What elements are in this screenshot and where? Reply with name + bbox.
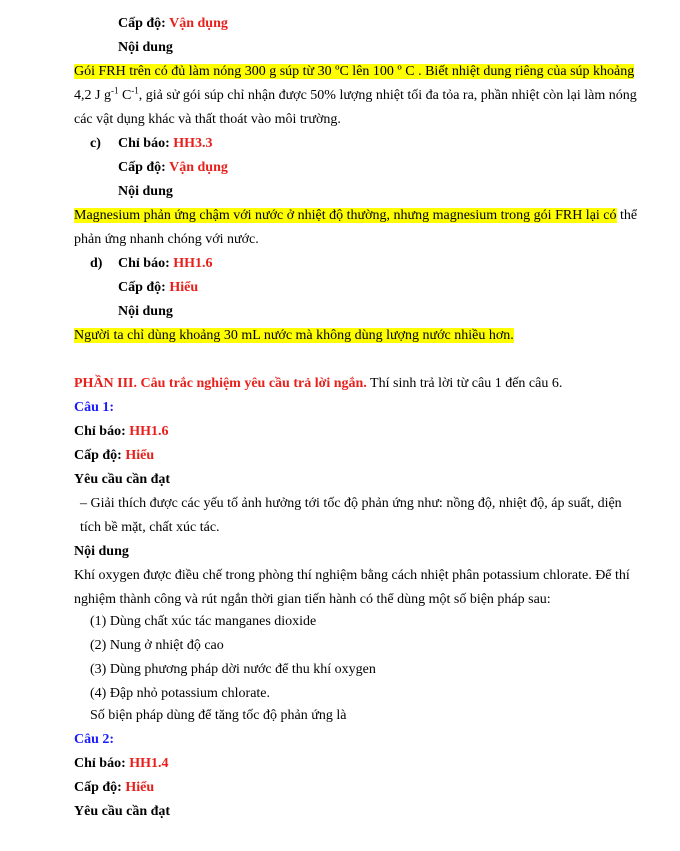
- level-label: Cấp độ:: [118, 160, 166, 175]
- indicator-row-q1: [74, 422, 169, 442]
- indicator-label: Chỉ báo:: [118, 136, 170, 151]
- content-text-b-line2: 4,2 J $g^{-1}$ $C^{-1}$, giả sử gói súp chỉ nhận được 50% lượng nhiệt tối đa tỏa ra, phần nhiệt còn lại làm nóng: [74, 85, 637, 103]
- indicator-label: Chỉ báo:: [74, 424, 126, 439]
- content-line2-q1: nghiệm thành công và rút ngắn thời gian tiến hành có thể dùng một số biện pháp sau:: [74, 592, 551, 607]
- indicator-row-d: [90, 254, 213, 274]
- level-row-b: [118, 14, 228, 34]
- level-value: Hiểu: [125, 780, 155, 795]
- level-value: Hiểu: [169, 280, 199, 295]
- indicator-value: HH1.4: [129, 756, 169, 771]
- question-2-title: Câu 2:: [74, 732, 115, 747]
- level-row-d: [118, 278, 198, 298]
- content-text-c-line1: Magnesium phản ứng chậm với nước ở nhiệt độ thường, nhưng magnesium trong gói FRH lại có thể: [74, 208, 638, 223]
- indicator-value: HH1.6: [173, 256, 213, 271]
- level-value: Vận dụng: [169, 160, 228, 175]
- question-1-title: Câu 1:: [74, 400, 115, 415]
- content-label-d: Nội dung: [118, 304, 173, 319]
- requirement-label-q1: Yêu cầu cần đạt: [74, 472, 171, 487]
- content-text-d-line1: Người ta chỉ dùng khoảng 30 mL nước mà không dùng lượng nước nhiều hơn.: [74, 328, 514, 343]
- requirement-line1-q1: – Giải thích được các yếu tố ảnh hưởng tới tốc độ phản ứng như: nồng độ, nhiệt độ, áp suất, diện: [80, 496, 622, 511]
- content-line1-q1: Khí oxygen được điều chế trong phòng thí nghiệm bằng cách nhiệt phân potassium chlorate. Để thí: [74, 568, 630, 583]
- list-marker: d): [90, 256, 103, 271]
- indicator-label: Chỉ báo:: [74, 756, 126, 771]
- option-3: (3) Dùng phương pháp dời nước để thu khí oxygen: [90, 662, 376, 677]
- content-label-c: Nội dung: [118, 184, 173, 199]
- part3-instruction: Thí sinh trả lời từ câu 1 đến câu 6.: [366, 376, 563, 391]
- part3-title: PHẦN III. Câu trắc nghiệm yêu cầu trả lời ngắn.: [74, 376, 367, 391]
- level-label: Cấp độ:: [118, 16, 166, 31]
- list-marker: c): [90, 136, 101, 151]
- indicator-value: HH1.6: [129, 424, 169, 439]
- content-label-b: Nội dung: [118, 40, 173, 55]
- part3-heading: [74, 374, 562, 394]
- content-label-q1: Nội dung: [74, 544, 129, 559]
- content-text-b-line3: các vật dụng khác và thất thoát vào môi trường.: [74, 112, 341, 127]
- level-row-q2: [74, 778, 154, 798]
- requirement-label-q2: Yêu cầu cần đạt: [74, 804, 171, 819]
- requirement-line2-q1: tích bề mặt, chất xúc tác.: [80, 520, 220, 535]
- level-label: Cấp độ:: [74, 780, 122, 795]
- content-text-c-line2: phản ứng nhanh chóng với nước.: [74, 232, 259, 247]
- level-label: Cấp độ:: [118, 280, 166, 295]
- level-row-q1: [74, 446, 154, 466]
- option-2: (2) Nung ở nhiệt độ cao: [90, 638, 224, 653]
- option-4: (4) Đập nhỏ potassium chlorate.: [90, 686, 271, 701]
- question-prompt-q1: Số biện pháp dùng để tăng tốc độ phản ứng là: [90, 708, 347, 723]
- level-value: Hiểu: [125, 448, 155, 463]
- level-row-c: [118, 158, 228, 178]
- level-label: Cấp độ:: [74, 448, 122, 463]
- indicator-value: HH3.3: [173, 136, 213, 151]
- indicator-row-c: [90, 134, 213, 154]
- indicator-row-q2: [74, 754, 169, 774]
- content-text-b-line1: Gói FRH trên có đủ làm nóng 300 g súp từ 30 ºC lên 100 º C . Biết nhiệt dung riêng của súp khoảng: [74, 64, 635, 79]
- option-1: (1) Dùng chất xúc tác manganes dioxide: [90, 614, 317, 629]
- indicator-label: Chỉ báo:: [118, 256, 170, 271]
- level-value: Vận dụng: [169, 16, 228, 31]
